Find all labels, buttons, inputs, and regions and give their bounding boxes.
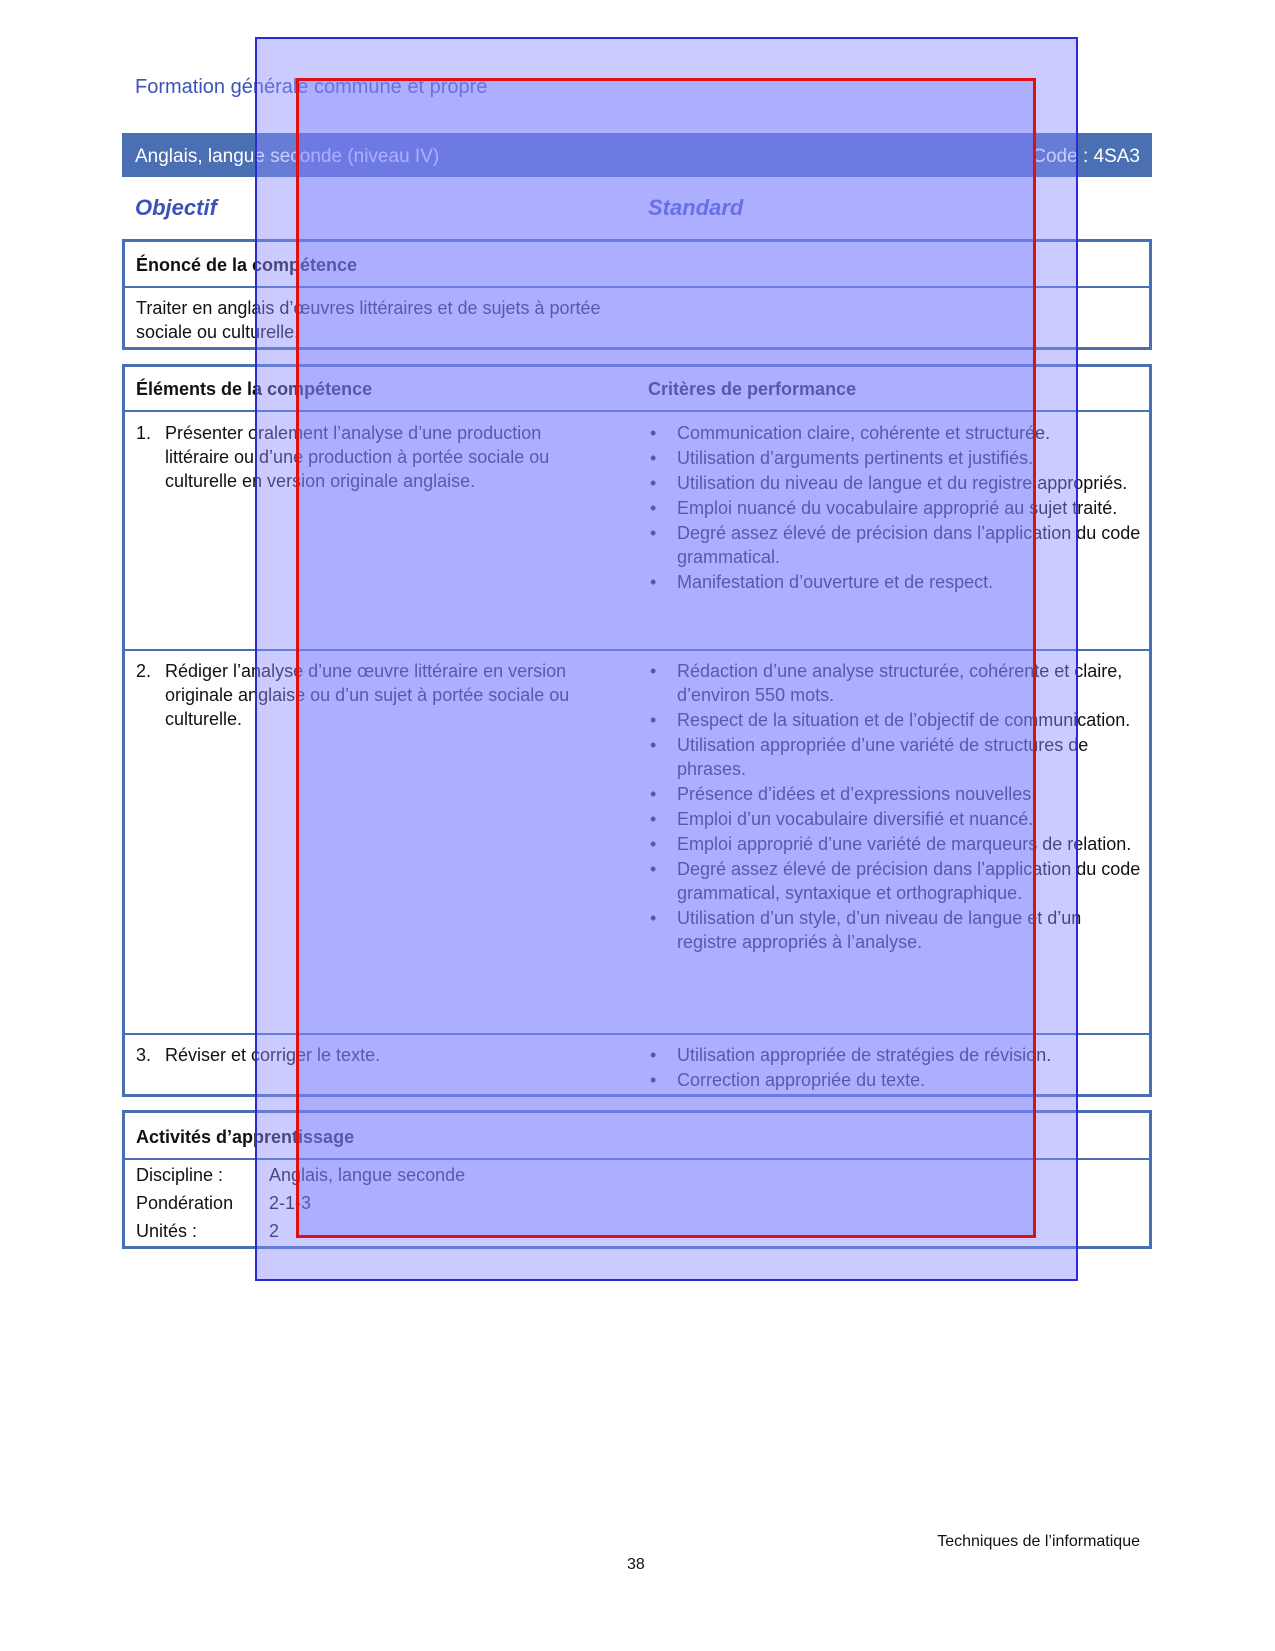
objectif-label: Objectif (135, 195, 217, 220)
criteria-heading: Critères de performance (648, 379, 857, 399)
element-number: 1. (136, 423, 152, 443)
criterion-item: • Utilisation d’un style, d’un niveau de langue et d’un registre appropriés à l’analyse. (648, 906, 1143, 954)
element-number: 3. (136, 1045, 152, 1065)
enonce-heading: Énoncé de la compétence (136, 255, 358, 275)
element-number: 2. (136, 661, 152, 681)
element-description: Rédiger l’analyse d’une œuvre littéraire en version originale anglaise ou d’un sujet à portée sociale ou culturelle. (165, 661, 570, 729)
red-selection-overlay (296, 78, 1036, 1238)
document-title: Formation générale commune et propre (135, 76, 488, 98)
criterion-item: • Utilisation du niveau de langue et du registre appropriés. (648, 471, 1143, 495)
enonce-text: Traiter en anglais d’œuvres littéraires et de sujets à portée sociale ou culturelle. (136, 298, 601, 342)
ponderation-label: Pondération (136, 1193, 234, 1213)
criterion-item: • Emploi approprié d’une variété de marqueurs de relation. (648, 832, 1143, 856)
elements-heading: Éléments de la compétence (136, 379, 373, 399)
criterion-item: • Emploi nuancé du vocabulaire approprié au sujet traité. (648, 496, 1143, 520)
criterion-item: • Degré assez élevé de précision dans l’application du code grammatical, syntaxique et orthographique. (648, 857, 1143, 905)
course-code: Code : 4SA3 (1032, 146, 1140, 167)
course-name: Anglais, langue seconde (niveau IV) (135, 146, 440, 167)
discipline-label: Discipline : (136, 1165, 224, 1185)
criterion-item: • Manifestation d’ouverture et de respect. (648, 570, 1143, 594)
criterion-item: • Degré assez élevé de précision dans l’application du code grammatical. (648, 521, 1143, 569)
criterion-item: • Utilisation appropriée de stratégies de révision. (648, 1043, 1143, 1067)
unites-value: 2 (269, 1221, 280, 1241)
criterion-item: • Rédaction d’une analyse structurée, cohérente et claire, d’environ 550 mots. (648, 659, 1143, 707)
element-description: Présenter oralement l’analyse d’une production littéraire ou d’une production à portée sociale ou culturelle en version originale anglaise. (165, 423, 550, 491)
criterion-item: • Utilisation appropriée d’une variété de structures de phrases. (648, 733, 1143, 781)
criterion-item: • Emploi d’un vocabulaire diversifié et nuancé. (648, 807, 1143, 831)
page-number: 38 (627, 1556, 645, 1573)
element-description: Réviser et corriger le texte. (165, 1045, 381, 1065)
criterion-item: • Utilisation d’arguments pertinents et justifiés. (648, 446, 1143, 470)
discipline-value: Anglais, langue seconde (269, 1165, 466, 1185)
footer-program: Techniques de l’informatique (937, 1533, 1140, 1550)
unites-label: Unités : (136, 1221, 198, 1241)
standard-label: Standard (648, 195, 744, 220)
criterion-item: • Présence d’idées et d’expressions nouvelles. (648, 782, 1143, 806)
criterion-item: • Correction appropriée du texte. (648, 1068, 1143, 1092)
ponderation-value: 2-1-3 (269, 1193, 312, 1213)
criterion-item: • Communication claire, cohérente et structurée. (648, 421, 1143, 445)
criterion-item: • Respect de la situation et de l’objectif de communication. (648, 708, 1143, 732)
activites-heading: Activités d’apprentissage (136, 1127, 355, 1147)
